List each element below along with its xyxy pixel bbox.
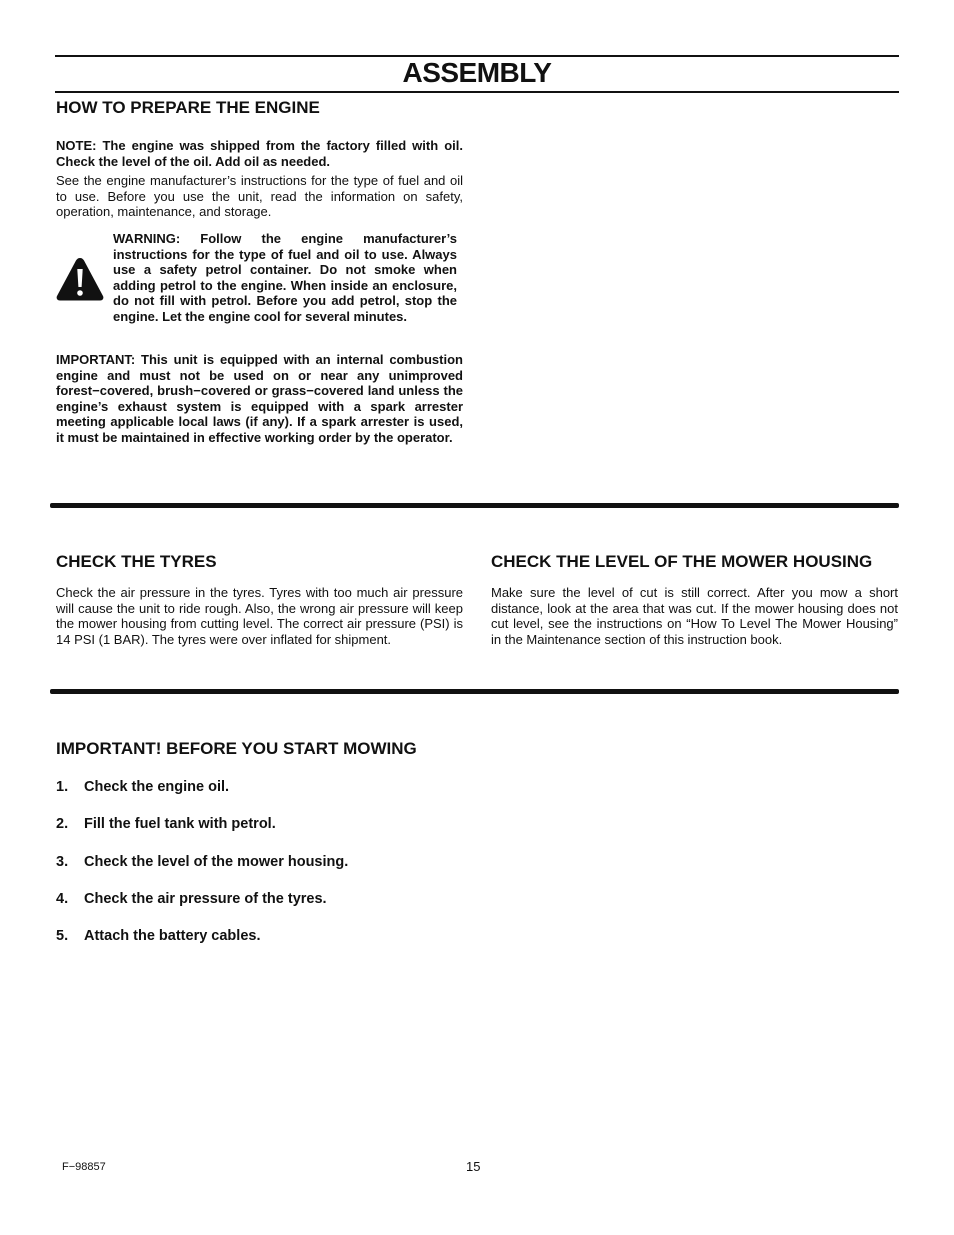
before-mowing-steps — [56, 778, 348, 964]
tyres-heading: CHECK THE TYRES — [56, 552, 217, 571]
list-item: 4. Check the air pressure of the tyres. — [56, 890, 327, 907]
housing-heading: CHECK THE LEVEL OF THE MOWER HOUSING — [491, 552, 873, 571]
list-item: 2. Fill the fuel tank with petrol. — [56, 816, 276, 833]
document-code: F−98857 — [62, 1161, 106, 1173]
section-divider — [50, 689, 899, 694]
prepare-engine-heading: HOW TO PREPARE THE ENGINE — [56, 98, 320, 117]
page-number: 15 — [466, 1159, 481, 1174]
list-item: 1. Check the engine oil. — [56, 779, 230, 795]
list-item: 5. Attach the battery cables. — [56, 928, 261, 945]
list-item: 3. Check the level of the mower housing. — [56, 853, 349, 870]
before-mowing-heading: IMPORTANT! BEFORE YOU START MOWING — [56, 739, 417, 758]
section-divider — [50, 503, 899, 508]
title-bottom-rule — [55, 91, 899, 93]
engine-intro-text: See the engine manufacturer’s instructions for the type of fuel and oil to use. Before you use the unit, read the information on safety, operation, maintenance, and storage. — [56, 173, 463, 220]
warning-triangle-icon — [55, 256, 105, 302]
page-title: ASSEMBLY — [402, 57, 552, 88]
spark-arrester-important-text: IMPORTANT: This unit is equipped with an internal combustion engine and must not be used on or near any unimproved forest−covered, brush−covered or grass−covered land unless the engine’s exhaust system is equipped with a spark arrester meeting applicable local laws (if any). If a spark arrester is used, it must be maintained in effective working order by the operator. — [56, 352, 463, 445]
tyres-body-text: Check the air pressure in the tyres. Tyres with too much air pressure will cause the unit to ride rough. Also, the wrong air pressure will keep the mower housing from cutting level. The correct air pressure (PSI) is 14 PSI (1 BAR). The tyres were over inflated for shipment. — [56, 585, 463, 647]
fuel-warning-text: WARNING: Follow the engine manufacturer’s instructions for the type of fuel and oil to use. Always use a safety petrol container. Do not smoke when adding petrol to the engine. When inside an enclosure, do not fill with petrol. Before you add petrol, stop the engine. Let the engine cool for several minutes. — [113, 231, 457, 324]
housing-body-text: Make sure the level of cut is still correct. After you mow a short distance, look at the area that was cut. If the mower housing does not cut level, see the instructions on “How To Level The Mower Housing” in the Maintenance section of this instruction book. — [491, 585, 898, 647]
engine-oil-note: NOTE: The engine was shipped from the factory filled with oil. Check the level of the oil. Add oil as needed. — [56, 138, 463, 169]
